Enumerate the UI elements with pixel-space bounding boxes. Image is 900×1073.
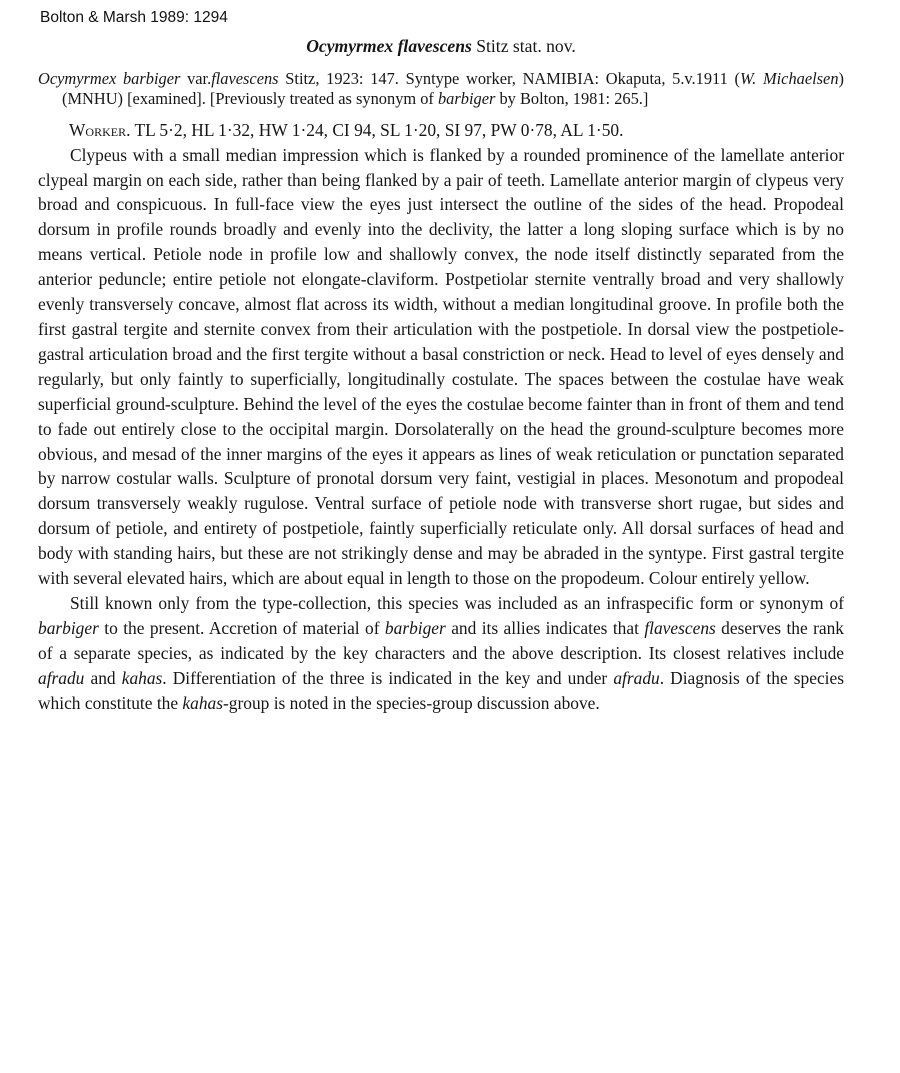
remarks-text-2: to the present. Accretion of material of	[98, 617, 385, 638]
remarks-text-6: . Differentiation of the three is indicated in the key and under	[162, 667, 614, 688]
remarks-paragraph	[38, 591, 844, 716]
remarks-afradu-1: afradu	[38, 667, 85, 688]
collector-name: W. Michaelsen	[740, 68, 839, 88]
species-author-status: Stitz stat. nov.	[471, 36, 576, 56]
remarks-kahas-2: kahas	[182, 692, 223, 713]
var-text: var.	[180, 68, 212, 88]
remarks-text-4: deserves the rank of a separate species, as indicated by the key characters and the above description. Its closest relatives include	[38, 617, 844, 663]
worker-measurements	[38, 118, 844, 143]
remarks-barbiger-1: barbiger	[38, 617, 99, 638]
caste-label: Worker	[69, 119, 127, 140]
remarks-text-1: Still known only from the type-collection, this species was included as an infraspecific form or synonym of	[70, 592, 844, 613]
worker-description: Clypeus with a small median impression which is flanked by a rounded prominence of the lamellate anterior clypeal margin on each side, rather than being flanked by a pair of teeth. Lamellate anterior margin of clypeus very broad and conspicuous. In full-face view the eyes just intersect the outline of the sides of the head. Propodeal dorsum in profile rounds broadly and evenly into the declivity, the latter a long sloping surface which is by no means vertical. Petiole node in profile low and shallowly convex, the node itself distinctly separated from the anterior peduncle; entire petiole not elongate-claviform. Postpetiolar sternite ventrally broad and very shallowly evenly transversely concave, almost flat across its width, without a median longitudinal groove. In profile both the first gastral tergite and sternite convex from their articulation with the postpetiole. In dorsal view the postpetiole-gastral articulation broad and the first tergite without a basal constriction or neck. Head to level of eyes densely and regularly, but only faintly to superficially, longitudinally costulate. The spaces between the costulae have weak superficial ground-sculpture. Behind the level of the eyes the costulae become fainter than in front of them and tend to fade out entirely close to the occipital margin. Dorsolaterally on the head the ground-sculpture becomes more obvious, and mesad of the inner margins of the eyes it appears as lines of weak reticulation or punctation separated by narrow costular walls. Sculpture of pronotal dorsum very faint, vestigial in places. Mesonotum and propodeal dorsum transversely weakly rugulose. Ventral surface of petiole node with transverse short rugae, but sides and dorsum of petiole, and entirety of postpetiole, faintly superficially reticulate only. All dorsal surfaces of head and body with standing hairs, but these are not strikingly dense and may be abraded in the syntype. First gastral tergite with several elevated hairs, which are about equal in length to those on the propodeum. Colour entirely yellow.	[38, 144, 844, 589]
remarks-text-7: . Diagnosis of the species which constitute the	[38, 667, 844, 713]
remarks-text-8: -group is noted in the species-group discussion above.	[223, 692, 600, 713]
remarks-flavescens: flavescens	[644, 617, 716, 638]
remarks-text-5: and	[84, 667, 122, 688]
remarks-afradu-2: afradu	[613, 667, 660, 688]
synonymy-entry	[38, 69, 844, 110]
synonymy-tail: by Bolton, 1981: 265.]	[495, 89, 649, 109]
original-combination: Ocymyrmex barbiger	[38, 68, 181, 88]
species-name: Ocymyrmex flavescens	[306, 36, 472, 56]
species-title	[38, 34, 844, 59]
synonymy-citation: Stitz, 1923: 147. Syntype worker, NAMIBIA: Okaputa, 5.v.1911 (	[278, 68, 741, 88]
remarks-barbiger-2: barbiger	[384, 617, 446, 638]
remarks-kahas-1: kahas	[121, 667, 163, 688]
page-reference-header: Bolton & Marsh 1989: 1294	[40, 9, 228, 26]
var-name: flavescens	[211, 68, 279, 88]
barbiger-ref: barbiger	[437, 89, 496, 109]
text-column	[38, 34, 844, 715]
measurement-values: . TL 5·2, HL 1·32, HW 1·24, CI 94, SL 1·20, SI 97, PW 0·78, AL 1·50.	[126, 119, 624, 140]
depository-text: ) (MNHU) [examined]. [Previously treated as synonym of	[62, 68, 844, 109]
remarks-text-3: and its allies indicates that	[445, 617, 645, 638]
